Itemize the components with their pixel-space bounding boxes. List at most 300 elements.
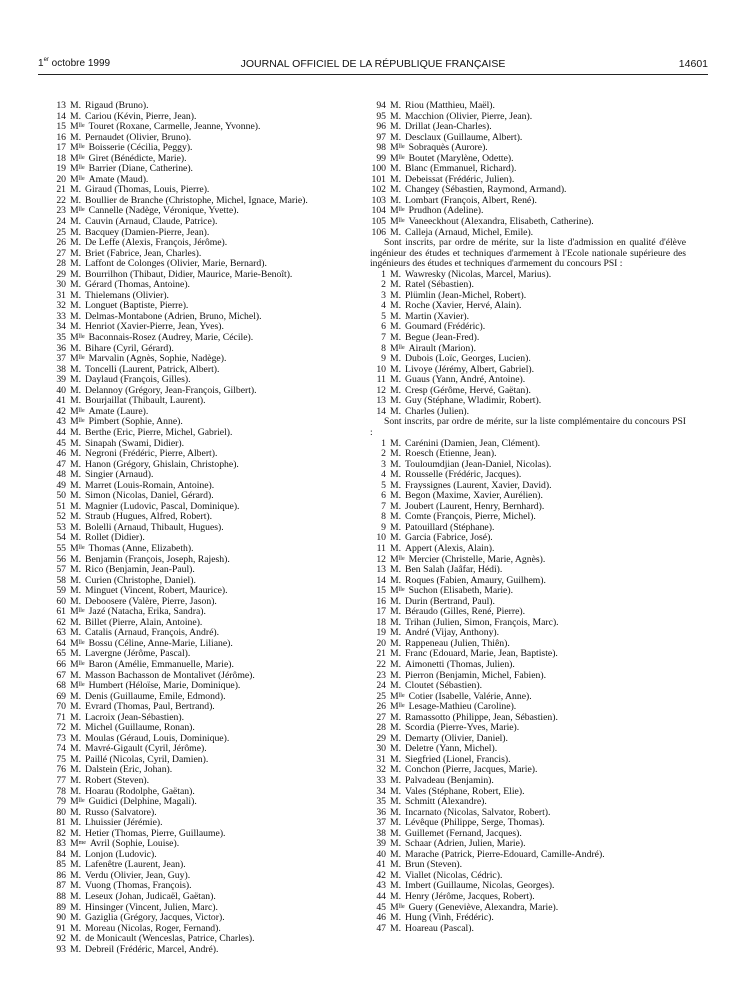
rank-number: 17 (56, 143, 66, 154)
list-item (46, 607, 360, 618)
civility: M. (70, 670, 82, 681)
person-name: Henry (Jérôme, Jacques, Robert). (405, 892, 535, 903)
person-name: Lacroix (Jean-Sébastien). (85, 712, 185, 723)
civility: M. (70, 480, 82, 491)
person-name: Patouillard (Stéphane). (405, 522, 495, 533)
civility: M. (70, 712, 82, 723)
civility: M. (70, 913, 82, 924)
list-item (366, 734, 688, 745)
person-name: De Leffe (Alexis, François, Jérôme). (85, 238, 228, 249)
person-name: Berthe (Eric, Pierre, Michel, Gabriel). (85, 427, 233, 438)
rank-number: 73 (56, 733, 66, 744)
rank-number: 82 (56, 828, 66, 839)
list-item (366, 871, 688, 882)
rank-number: 29 (376, 733, 386, 744)
civility: $M^{lle}$ (390, 702, 405, 713)
civility: M. (70, 375, 82, 386)
list-item (46, 692, 360, 703)
list-item (46, 913, 360, 924)
rank-number: 100 (371, 164, 386, 175)
rank-number: 9 (381, 522, 386, 533)
person-name: Charles (Julien). (405, 406, 470, 417)
civility: M. (390, 617, 402, 628)
rank-number: 13 (56, 101, 66, 111)
civility: M. (70, 849, 82, 860)
admission-list-continued (46, 101, 360, 955)
person-name: Gaziglia (Grégory, Jacques, Victor). (85, 913, 225, 924)
list-item (46, 924, 360, 935)
rank-number: 101 (371, 174, 386, 185)
rank-number: 42 (56, 406, 66, 417)
rank-number: 21 (56, 185, 66, 196)
rank-number: 30 (56, 280, 66, 291)
civility: $M^{lle}$ (70, 659, 85, 670)
list-item (366, 713, 688, 724)
person-name: Avril (Sophie, Louise). (89, 839, 180, 850)
list-item (366, 681, 688, 692)
civility: M. (390, 364, 402, 375)
list-item (46, 765, 360, 776)
rank-number: 37 (376, 818, 386, 829)
list-item (46, 903, 360, 914)
person-name: Roesch (Etienne, Jean). (405, 449, 497, 460)
list-item (366, 628, 688, 639)
list-item (366, 618, 688, 629)
civility: M. (390, 765, 402, 776)
person-name: Baconnais-Rosez (Audrey, Marie, Cécile). (88, 333, 254, 344)
list-item (46, 301, 360, 312)
civility: M. (390, 480, 402, 491)
person-name: Boutet (Marylène, Odette). (408, 153, 514, 164)
list-item (366, 512, 688, 523)
list-item (366, 206, 688, 217)
rank-number: 41 (56, 396, 66, 407)
civility: M. (70, 554, 82, 565)
person-name: Frayssignes (Laurent, Xavier, David). (405, 480, 552, 491)
list-item (366, 860, 688, 871)
person-name: Palvadeau (Benjamin). (405, 776, 494, 786)
rank-number: 6 (381, 491, 386, 502)
admission-list-end (366, 101, 688, 238)
list-item (46, 185, 360, 196)
rank-number: 105 (371, 217, 386, 228)
page-header (38, 58, 708, 72)
rank-number: 50 (56, 491, 66, 502)
rank-number: 15 (376, 586, 386, 597)
civility: M. (390, 385, 402, 396)
civility: M. (70, 786, 82, 797)
person-name: Briet (Fabrice, Jean, Charles). (85, 248, 202, 259)
civility: M. (70, 449, 82, 460)
list-item (366, 839, 688, 850)
list-item (366, 903, 688, 914)
list-item (46, 628, 360, 639)
civility: M. (70, 818, 82, 829)
list-item (366, 344, 688, 355)
person-name: Delmas-Montabone (Adrien, Bruno, Michel). (85, 311, 262, 322)
person-name: Ratel (Sébastien). (405, 280, 474, 291)
civility: M. (70, 522, 82, 533)
civility: M. (70, 733, 82, 744)
person-name: Lesage-Mathieu (Caroline). (408, 702, 517, 713)
civility: M. (70, 628, 82, 639)
list-item (46, 291, 360, 302)
list-item (46, 860, 360, 871)
person-name: Henriot (Xavier-Pierre, Jean, Yves). (85, 322, 224, 333)
rank-number: 89 (56, 902, 66, 913)
civility: M. (390, 333, 402, 344)
rank-number: 35 (376, 797, 386, 808)
rank-number: 11 (376, 543, 386, 554)
civility: M. (70, 776, 82, 786)
person-name: Lévêque (Philippe, Serge, Thomas). (405, 818, 545, 829)
list-item (46, 481, 360, 492)
person-name: Hetier (Thomas, Pierre, Guillaume). (85, 828, 226, 839)
rank-number: 74 (56, 744, 66, 755)
list-item (366, 185, 688, 196)
list-item (46, 523, 360, 534)
header-title: JOURNAL OFFICIEL DE LA RÉPUBLIQUE FRANÇAISE (240, 58, 506, 70)
person-name: Thomas (Anne, Elizabeth). (88, 543, 194, 554)
rank-number: 4 (381, 301, 386, 312)
list-item (366, 291, 688, 302)
person-name: Vuong (Thomas, François). (85, 881, 192, 892)
civility: M. (70, 195, 82, 206)
civility: M. (70, 934, 82, 945)
list-item (366, 481, 688, 492)
civility: M. (70, 111, 82, 122)
list-item (46, 512, 360, 523)
civility: M. (390, 797, 402, 808)
rank-number: 19 (56, 164, 66, 175)
civility: M. (70, 248, 82, 259)
person-name: de Monicault (Wenceslas, Patrice, Charles). (85, 934, 255, 945)
civility: M. (390, 101, 402, 111)
list-item (46, 470, 360, 481)
person-name: Garcia (Fabrice, José). (405, 533, 493, 544)
list-item (46, 143, 360, 154)
person-name: Cannelle (Nadège, Véronique, Yvette). (88, 206, 239, 217)
rank-number: 67 (56, 670, 66, 681)
civility: M. (70, 280, 82, 291)
rank-number: 75 (56, 754, 66, 765)
civility: M. (70, 649, 82, 660)
person-name: Incarnato (Nicolas, Salvator, Robert). (405, 807, 551, 818)
rank-number: 58 (56, 575, 66, 586)
person-name: Scordia (Pierre-Yves, Marie). (405, 723, 520, 734)
civility: $M^{lle}$ (390, 586, 405, 597)
civility: M. (70, 923, 82, 934)
person-name: Cariou (Kévin, Pierre, Jean). (85, 111, 197, 122)
civility: M. (390, 459, 402, 470)
list-item (366, 333, 688, 344)
list-item (46, 460, 360, 471)
list-item (366, 354, 688, 365)
rank-number: 45 (376, 902, 386, 913)
rank-number: 102 (371, 185, 386, 196)
list-item (46, 164, 360, 175)
civility: M. (390, 575, 402, 586)
rank-number: 43 (376, 881, 386, 892)
list-item (46, 112, 360, 123)
list-item (366, 196, 688, 207)
person-name: Debreil (Frédéric, Marcel, André). (85, 944, 219, 955)
civility: M. (390, 185, 402, 196)
list-item (46, 576, 360, 587)
civility: M. (70, 185, 82, 196)
rank-number: 76 (56, 765, 66, 776)
rank-number: 23 (376, 670, 386, 681)
civility: M. (390, 607, 402, 618)
rank-number: 77 (56, 776, 66, 786)
person-name: Debeissat (Frédéric, Julien). (405, 174, 515, 185)
list-item (46, 797, 360, 808)
civility: $M^{lle}$ (70, 543, 85, 554)
person-name: Aimonetti (Thomas, Julien). (405, 659, 515, 670)
person-name: Joubert (Laurent, Henry, Bernhard). (405, 501, 545, 512)
rank-number: 40 (376, 849, 386, 860)
rank-number: 1 (381, 438, 386, 449)
person-name: Moulas (Géraud, Louis, Dominique). (85, 733, 230, 744)
rank-number: 38 (56, 364, 66, 375)
civility: M. (70, 269, 82, 280)
person-name: Pimbert (Sophie, Anne). (88, 417, 183, 428)
civility: M. (390, 322, 402, 333)
civility: $M^{lle}$ (70, 206, 85, 217)
person-name: Dubois (Loïc, Georges, Lucien). (405, 354, 531, 365)
list-item (366, 217, 688, 228)
rank-number: 11 (376, 375, 386, 386)
rank-number: 14 (56, 111, 66, 122)
civility: M. (390, 501, 402, 512)
person-name: Bacquey (Damien-Pierre, Jean). (85, 227, 210, 238)
civility: $M^{lle}$ (390, 143, 405, 154)
person-name: Franc (Edouard, Marie, Jean, Baptiste). (405, 649, 558, 660)
rank-number: 30 (376, 744, 386, 755)
civility: M. (390, 375, 402, 386)
person-name: Rousselle (Frédéric, Jacques). (405, 470, 522, 481)
list-item (46, 344, 360, 355)
person-name: Boullier de Branche (Christophe, Michel, Ignace, Marie). (85, 195, 308, 206)
list-item (366, 744, 688, 755)
list-item (366, 607, 688, 618)
person-name: Hinsinger (Vincent, Julien, Marc). (85, 902, 218, 913)
rank-number: 34 (56, 322, 66, 333)
person-name: Giraud (Thomas, Louis, Pierre). (85, 185, 210, 196)
civility: M. (70, 396, 82, 407)
list-item (46, 671, 360, 682)
list-item (366, 829, 688, 840)
person-name: Leseux (Johan, Judicaël, Gaëtan). (85, 892, 216, 903)
list-item (46, 228, 360, 239)
psi-complementary-intro: Sont inscrits, par ordre de mérite, sur la liste complémentaire du concours PSI : (370, 416, 686, 438)
list-item (46, 839, 360, 850)
rank-number: 46 (56, 449, 66, 460)
list-item (46, 892, 360, 903)
civility: M. (390, 860, 402, 871)
person-name: Gérard (Thomas, Antoine). (85, 280, 190, 291)
list-item (366, 502, 688, 513)
rank-number: 25 (56, 227, 66, 238)
civility: $M^{lle}$ (390, 206, 405, 217)
civility: M. (390, 522, 402, 533)
list-item (366, 892, 688, 903)
rank-number: 3 (381, 459, 386, 470)
list-item (366, 723, 688, 734)
rank-number: 59 (56, 586, 66, 597)
person-name: Humbert (Héloïse, Marie, Dominique). (88, 681, 241, 692)
person-name: Verdu (Olivier, Jean, Guy). (85, 870, 191, 881)
civility: M. (390, 628, 402, 639)
rank-number: 35 (56, 333, 66, 344)
civility: M. (70, 491, 82, 502)
rank-number: 72 (56, 723, 66, 734)
list-item (366, 692, 688, 703)
rank-number: 106 (371, 227, 386, 238)
civility: M. (390, 449, 402, 460)
psi-admission-intro: Sont inscrits, par ordre de mérite, sur la liste d'admission en qualité d'élève ingénieur des études et techniques d'armement à l'Ecole nationale supérieure des ingénieurs des études et techniques d'armement du concours PSI : (370, 237, 686, 270)
rank-number: 32 (56, 301, 66, 312)
civility: $M^{lle}$ (70, 174, 85, 185)
list-item (366, 881, 688, 892)
list-item (366, 544, 688, 555)
rank-number: 32 (376, 765, 386, 776)
civility: M. (70, 744, 82, 755)
list-item (366, 280, 688, 291)
rank-number: 5 (381, 480, 386, 491)
person-name: Schaar (Adrien, Julien, Marie). (405, 839, 526, 850)
rank-number: 53 (56, 522, 66, 533)
list-item (366, 491, 688, 502)
civility: M. (70, 343, 82, 354)
rank-number: 37 (56, 354, 66, 365)
civility: $M^{lle}$ (390, 554, 405, 565)
civility: M. (70, 301, 82, 312)
person-name: Schmitt (Alexandre). (405, 797, 487, 808)
list-item (366, 439, 688, 450)
list-item (366, 818, 688, 829)
list-item (366, 386, 688, 397)
person-name: Russo (Salvatore). (85, 807, 157, 818)
rank-number: 83 (56, 839, 66, 850)
rank-number: 26 (376, 702, 386, 713)
list-item (46, 934, 360, 945)
civility: M. (70, 944, 82, 955)
civility: M. (70, 290, 82, 301)
rank-number: 17 (376, 607, 386, 618)
civility: M. (390, 269, 402, 280)
list-item (366, 154, 688, 165)
person-name: Cloutet (Sébastien). (405, 681, 482, 692)
rank-number: 87 (56, 881, 66, 892)
rank-number: 12 (376, 385, 386, 396)
civility: M. (390, 491, 402, 502)
person-name: Mavré-Gigault (Cyril, Jérôme). (85, 744, 207, 755)
person-name: Hung (Vinh, Frédéric). (405, 913, 494, 924)
person-name: Sinapah (Swami, Didier). (85, 438, 185, 449)
person-name: Blanc (Emmanuel, Richard). (405, 164, 517, 175)
list-item (366, 449, 688, 460)
civility: M. (390, 649, 402, 660)
list-item (366, 533, 688, 544)
civility: M. (390, 744, 402, 755)
rank-number: 7 (381, 501, 386, 512)
civility: M. (390, 786, 402, 797)
list-item (366, 312, 688, 323)
rank-number: 52 (56, 512, 66, 523)
person-name: André (Vijay, Anthony). (405, 628, 500, 639)
rank-number: 13 (376, 565, 386, 576)
list-item (46, 101, 360, 112)
person-name: Bourjaillat (Thibault, Laurent). (85, 396, 206, 407)
person-name: Comte (François, Pierre, Michel). (405, 512, 536, 523)
rank-number: 33 (56, 311, 66, 322)
civility: M. (70, 512, 82, 523)
list-item (366, 850, 688, 861)
rank-number: 85 (56, 860, 66, 871)
rank-number: 16 (56, 132, 66, 143)
list-item (46, 206, 360, 217)
civility: $M^{lle}$ (70, 164, 85, 175)
civility: $M^{lle}$ (70, 797, 85, 808)
civility: M. (70, 565, 82, 576)
rank-number: 4 (381, 470, 386, 481)
person-name: Deletre (Yann, Michel). (405, 744, 498, 755)
person-name: Amate (Laure). (88, 406, 149, 417)
civility: $M^{lle}$ (70, 406, 85, 417)
person-name: Bolelli (Arnaud, Thibault, Hugues). (85, 522, 224, 533)
rank-number: 47 (376, 923, 386, 934)
rank-number: 36 (56, 343, 66, 354)
civility: $M^{lle}$ (70, 681, 85, 692)
civility: M. (390, 596, 402, 607)
civility: $M^{me}$ (70, 839, 86, 850)
list-item (366, 576, 688, 587)
rank-number: 84 (56, 849, 66, 860)
rank-number: 51 (56, 501, 66, 512)
civility: $M^{lle}$ (70, 354, 85, 365)
list-item (366, 671, 688, 682)
person-name: Wawresky (Nicolas, Marcel, Marius). (405, 269, 552, 280)
rank-number: 68 (56, 681, 66, 692)
list-item (366, 396, 688, 407)
person-name: Conchon (Pierre, Jacques, Marie). (405, 765, 538, 776)
person-name: Singier (Arnaud). (85, 470, 154, 481)
person-name: Guery (Geneviève, Alexandra, Marie). (408, 902, 559, 913)
list-item (46, 259, 360, 270)
civility: M. (390, 638, 402, 649)
civility: M. (390, 290, 402, 301)
rank-number: 69 (56, 691, 66, 702)
rank-number: 66 (56, 659, 66, 670)
list-item (366, 586, 688, 597)
civility: M. (70, 754, 82, 765)
list-item (46, 217, 360, 228)
civility: M. (70, 322, 82, 333)
list-item (366, 322, 688, 333)
rank-number: 15 (56, 122, 66, 133)
civility: M. (70, 902, 82, 913)
civility: M. (390, 923, 402, 934)
list-item (46, 544, 360, 555)
civility: M. (390, 164, 402, 175)
rank-number: 47 (56, 459, 66, 470)
list-item (46, 407, 360, 418)
rank-number: 10 (376, 364, 386, 375)
person-name: Guillemet (Fernand, Jacques). (405, 828, 522, 839)
list-item (366, 797, 688, 808)
list-item (366, 597, 688, 608)
